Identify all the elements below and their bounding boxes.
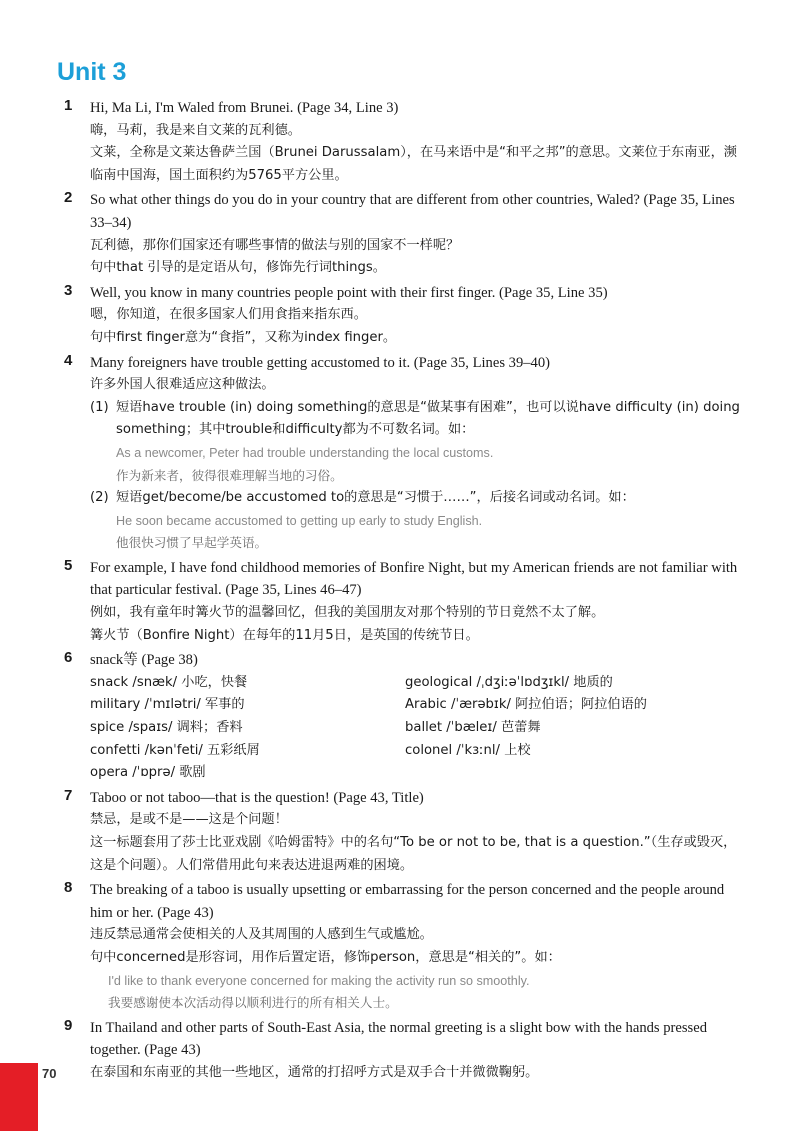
page-number: 70 (42, 1066, 57, 1081)
vocab-item: Arabic /ˈærəbɪk/ 阿拉伯语；阿拉伯语的 (405, 697, 647, 713)
note-chinese-translation: 违反禁忌通常会使相关的人及其周围的人感到生气或尴尬。 (90, 927, 433, 943)
note-explanation: 句中first finger意为“食指”，又称为index finger。 (90, 329, 397, 345)
example-sentence: He soon became accustomed to getting up early to study English. (116, 513, 483, 528)
note-explanation: 文莱，全称是文莱达鲁萨兰国（Brunei Darussalam），在马来语中是“和平之邦”的意思。文莱位于东南亚，濒临南中国海，国土面积约为5765平方公里。 (90, 145, 737, 183)
example-translation: 他很快习惯了早起学英语。 (116, 535, 268, 551)
note-number: 9 (64, 1016, 73, 1034)
note-number: 4 (64, 351, 73, 369)
note-number: 5 (64, 556, 73, 574)
note-chinese-translation: 许多外国人很难适应这种做法。 (90, 377, 275, 393)
note-english-sentence: Hi, Ma Li, I'm Waled from Brunei. (Page 34, Line 3) (90, 100, 399, 116)
note-chinese-translation: 嗯，你知道，在很多国家人们用食指来指东西。 (90, 307, 367, 323)
note-number: 2 (64, 189, 73, 207)
example-sentence: I'd like to thank everyone concerned for making the activity run so smoothly. (108, 973, 530, 988)
note-chinese-translation: 例如，我有童年时篝火节的温馨回忆，但我的美国朋友对那个特别的节日竟然不太了解。 (90, 605, 605, 621)
note-item (0, 557, 800, 647)
note-number: 1 (64, 97, 73, 114)
note-item (0, 189, 800, 279)
note-english-sentence: Well, you know in many countries people point with their first finger. (Page 35, Line 35) (90, 284, 608, 301)
note-chinese-translation: 嗨，马莉，我是来自文莱的瓦利德。 (90, 122, 301, 138)
page-title: Unit 3 (57, 58, 127, 86)
example-translation: 我要感谢使本次活动得以顺利进行的所有相关人士。 (108, 995, 398, 1011)
note-chinese-translation: 在泰国和东南亚的其他一些地区，通常的打招呼方式是双手合十并微微鞠躬。 (90, 1064, 539, 1080)
example-sentence: As a newcomer, Peter had trouble understanding the local customs. (116, 445, 494, 460)
note-number: 6 (64, 649, 73, 667)
vocab-item: confetti /kənˈfeti/ 五彩纸屑 (90, 742, 260, 758)
vocabulary-list (90, 672, 740, 785)
note-english-sentence: For example, I have fond childhood memories of Bonfire Night, but my American friends are not familiar with that particular festival. (Page 35, Lines 46–47) (90, 559, 738, 599)
example-translation: 作为新来者，彼得很难理解当地的习俗。 (116, 467, 343, 483)
note-item (0, 282, 800, 350)
vocab-item: spice /spaɪs/ 调料；香料 (90, 720, 243, 736)
vocab-item: ballet /ˈbæleɪ/ 芭蕾舞 (405, 720, 541, 736)
note-english-sentence: In Thailand and other parts of South-East Asia, the normal greeting is a slight bow with the hands pressed together. (Page 43) (90, 1019, 708, 1059)
note-english-sentence: snack等 (Page 38) (90, 652, 198, 669)
sub-point-label: (2) (90, 490, 109, 506)
note-chinese-translation: 禁忌，是或不是——这是个问题！ (90, 812, 288, 828)
note-explanation: 句中that 引导的是定语从句，修饰先行词things。 (90, 260, 386, 276)
note-item (0, 879, 800, 1015)
sub-point-text: 短语get/become/be accustomed to的意思是“习惯于……”，后接名词或动名词。如： (116, 490, 635, 506)
note-english-sentence: So what other things do you do in your country that are different from other countries, Waled? (Page 35, Lines 33–34) (90, 192, 735, 231)
vocab-item: colonel /ˈkɜːnl/ 上校 (405, 742, 531, 758)
note-number: 7 (64, 786, 73, 804)
note-item (0, 649, 800, 785)
notes-list (0, 97, 800, 1087)
note-english-sentence: Many foreigners have trouble getting accustomed to it. (Page 35, Lines 39–40) (90, 354, 550, 371)
page-corner-tab (0, 1063, 38, 1131)
sub-point (90, 397, 740, 487)
note-item (0, 1017, 800, 1085)
note-explanation: 篝火节（Bonfire Night）在每年的11月5日，是英国的传统节日。 (90, 627, 479, 643)
vocab-item: opera /ˈɒprə/ 歌剧 (90, 765, 206, 781)
note-explanation: 这一标题套用了莎士比亚戏剧《哈姆雷特》中的名句“To be or not to be, that is a question.”（生存或毁灭，这是个问题）。人们常借用此句来表达进退两难的困境。 (90, 835, 737, 873)
vocab-item: geological /ˌdʒiːəˈlɒdʒɪkl/ 地质的 (405, 674, 613, 690)
note-chinese-translation: 瓦利德，那你们国家还有哪些事情的做法与别的国家不一样呢？ (90, 237, 460, 253)
sub-point-text: 短语have trouble (in) doing something的意思是“做某事有困难”，也可以说have difficulty (in) doing something；其中trouble和difficulty都为不可数名词。如： (116, 399, 740, 438)
note-number: 3 (64, 281, 73, 299)
note-item (0, 97, 800, 187)
sub-point (90, 487, 740, 555)
note-item (0, 787, 800, 877)
vocab-item: military /ˈmɪlətri/ 军事的 (90, 697, 245, 713)
sub-point-label: (1) (90, 399, 109, 415)
vocab-item: snack /snæk/ 小吃，快餐 (90, 674, 248, 690)
note-english-sentence: Taboo or not taboo—that is the question! (Page 43, Title) (90, 789, 424, 806)
note-item (0, 352, 800, 555)
note-explanation: 句中concerned是形容词，用作后置定语，修饰person，意思是“相关的”。如： (90, 949, 561, 965)
note-number: 8 (64, 879, 73, 897)
note-english-sentence: The breaking of a taboo is usually upsetting or embarrassing for the person concerned and the people around him or her. (Page 43) (90, 882, 725, 921)
